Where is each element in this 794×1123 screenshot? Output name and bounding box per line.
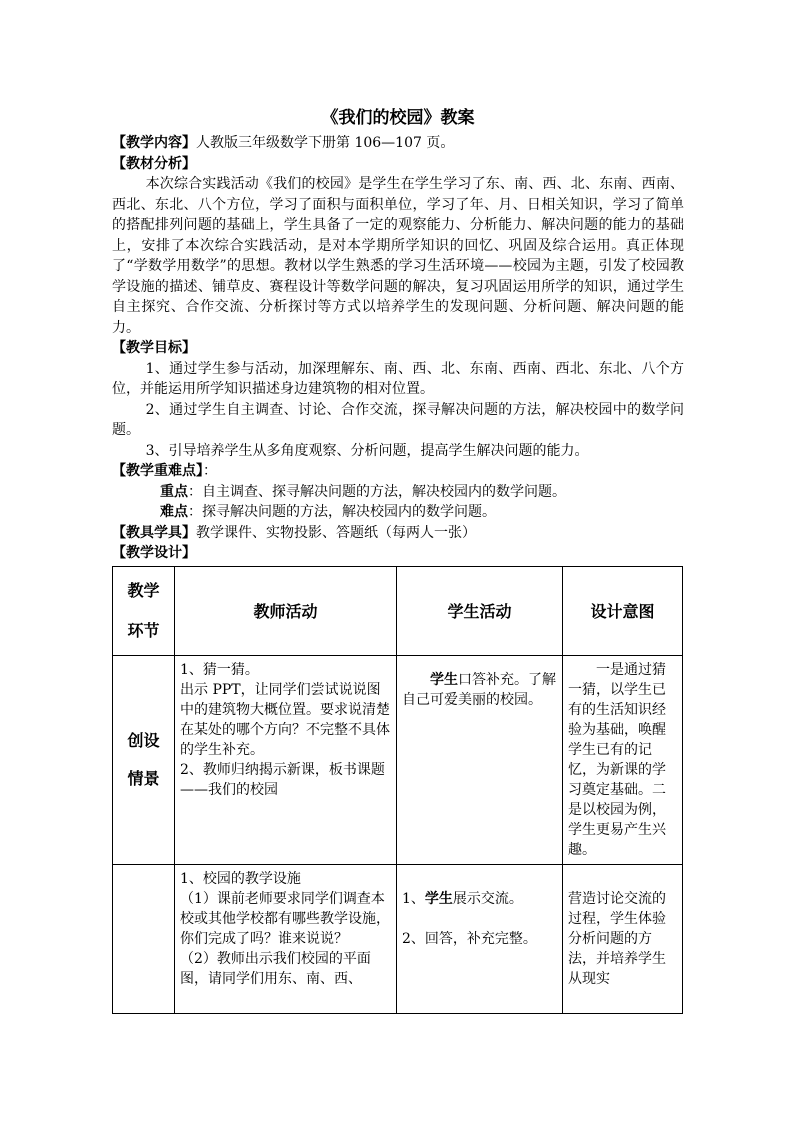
goal-item-3: 3、引导培养学生从多角度观察、分析问题，提高学生解决问题的能力。 [145,442,589,459]
goals-heading: 【教学目标】 [112,340,196,356]
teacher-activity-cell: 1、猜一猜。 出示 PPT，让同学们尝试说说图中的建筑物大概位置。要求说清楚在某处的哪个方向？不完整不具体的学生补充。 2、教师归纳揭示新课，板书课题——我们的校园 [175,655,397,864]
key-point [112,482,684,503]
tools-heading: 【教具学具】 [112,524,196,541]
goal-item-2: 2、通过学生自主调查、讨论、合作交流，探寻解决问题的方法，解决校园中的数学问题。 [112,401,684,438]
tools-text: 教学课件、实物投影、答题纸（每两人一张） [196,524,476,541]
stage-cell [113,864,175,1013]
content-text: 人教版三年级数学下册第 106—107 页。 [196,135,455,151]
content-section [112,133,684,154]
table-header-row [113,566,683,655]
document-title: 《我们的校园》教案 [321,108,475,128]
student-activity-cell: 学生口答补充。了解自己可爱美丽的校园。 [397,655,563,864]
keypoints-heading-line [112,461,684,482]
difficult-point-label: 难点 [160,504,188,520]
header-intent: 设计意图 [563,566,683,655]
intent-cell: 营造讨论交流的过程，学生体验分析问题的方法，并培养学生从现实 [563,864,683,1013]
table-row [113,864,683,1013]
keypoints-colon: ： [203,463,217,479]
header-stage: 教学 环节 [113,566,175,655]
keypoints-heading: 【教学重难点】 [112,463,203,479]
header-student: 学生活动 [397,566,563,655]
stage-cell: 创设 情景 [113,655,175,864]
difficult-point [112,502,684,523]
key-point-text: ：自主调查、探寻解决问题的方法，解决校园内的数学问题。 [188,483,566,500]
header-teacher: 教师活动 [175,566,397,655]
key-point-label: 重点 [160,483,188,500]
tools-section [112,523,684,544]
teacher-activity-cell: 1、校园的教学设施 （1）课前老师要求同学们调查本校或其他学校都有哪些教学设施，你们完成了吗？谁来说说？ （2）教师出示我们校园的平面图，请同学们用东、南、西、 [175,864,397,1013]
lesson-plan-page [112,106,684,1014]
table-row [113,655,683,864]
design-heading: 【教学设计】 [112,545,196,561]
goal-item-1: 1、通过学生参与活动，加深理解东、南、西、北、东南、西南、西北、东北、八个方位，并能运用所学知识描述身边建筑物的相对位置。 [112,360,684,397]
analysis-heading: 【教材分析】 [112,155,196,172]
student-activity-cell: 1、学生展示交流。 2、回答，补充完整。 [397,864,563,1013]
analysis-text: 本次综合实践活动《我们的校园》是学生在学生学习了东、南、西、北、东南、西南、西北、东北、八个方位，学习了面积与面积单位，学习了年、月、日相关知识，学习了简单的搭配排列问题的基础上，学生具备了一定的观察能力、分析能力、解决问题的能力的基础上，安排了本次综合实践活动，是对本学期所学知识的回忆、巩固及综合运用。真正体现了“学数学用数学”的思想。教材以学生熟悉的学习生活环境——校园为主题，引发了校园教学设施的描述、铺草皮、赛程设计等数学问题的解决，复习巩固运用所学的知识，通过学生自主探究、合作交流、分析探讨等方式以培养学生的发现问题、分析问题、解决问题的能力。 [112,176,684,336]
intent-cell: 一是通过猜一猜，以学生已有的生活知识经验为基础，唤醒学生已有的记忆，为新课的学习奠定基础。二是以校园为例，学生更易产生兴趣。 [563,655,683,864]
content-heading: 【教学内容】 [112,135,196,151]
design-table [112,566,683,1014]
difficult-point-text: ：探寻解决问题的方法，解决校园内的数学问题。 [188,504,496,520]
